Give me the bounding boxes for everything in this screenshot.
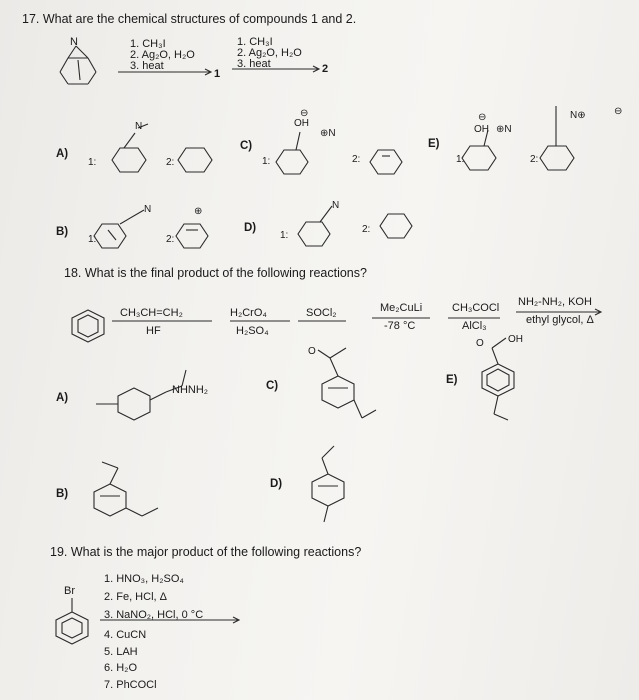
q18-a-hydrazine-group: NHNH₂ bbox=[172, 384, 209, 396]
q17-c-minus-charge: ⊖ bbox=[300, 108, 309, 119]
q19-question: 19. What is the major product of the following reactions? bbox=[50, 545, 362, 559]
q18-d-ring bbox=[312, 474, 344, 506]
q18-a-ring1 bbox=[118, 388, 150, 420]
q18-question: 18. What is the final product of the following reactions? bbox=[64, 266, 367, 280]
q18-reagent-3-top: SOCl₂ bbox=[306, 307, 337, 319]
q17-b1-ring bbox=[94, 224, 126, 248]
q17-a2-ring bbox=[178, 148, 212, 172]
q17-start-bicyclic-amine bbox=[60, 46, 96, 84]
q17-choice-e[interactable]: E) bbox=[428, 138, 440, 150]
q19-step-6: 6. H₂O bbox=[104, 662, 137, 674]
q18-reagent-6-top: NH₂-NH₂, KOH bbox=[518, 296, 592, 308]
q17-a-nitrogen: N bbox=[135, 121, 143, 132]
q17-question: 17. What are the chemical structures of compounds 1 and 2. bbox=[22, 12, 357, 26]
q17-a1-ring bbox=[112, 148, 146, 172]
q17-choice-c[interactable]: C) bbox=[240, 140, 253, 152]
q18-b-ring bbox=[94, 484, 126, 516]
q17-step1-line2: 2. Ag₂O, H₂O bbox=[130, 49, 195, 61]
q18-choice-d[interactable]: D) bbox=[270, 478, 283, 490]
q19-step-3: 3. NaNO₂, HCl, 0 °C bbox=[104, 609, 204, 621]
q19-step-4: 4. CuCN bbox=[104, 629, 147, 641]
q17-e-ammonium: ⊕N bbox=[496, 124, 512, 135]
q17-b-label-1: 1: bbox=[88, 234, 97, 245]
q17-step1-line3: 3. heat bbox=[130, 60, 164, 72]
q19-step-1: 1. HNO₃, H₂SO₄ bbox=[104, 573, 184, 585]
q17-e-label-2: 2: bbox=[530, 154, 539, 165]
q17-b-nitrogen: N bbox=[144, 204, 152, 215]
q17-product-2: 2 bbox=[322, 63, 329, 75]
q18-choice-c[interactable]: C) bbox=[266, 380, 279, 392]
q17-e-hydroxide: OH bbox=[474, 124, 489, 135]
q18-reagent-4-bottom: -78 °C bbox=[384, 320, 416, 332]
q17-a-label-1: 1: bbox=[88, 157, 97, 168]
q17-choice-a[interactable]: A) bbox=[56, 148, 69, 160]
q17-b-plus-charge: ⊕ bbox=[194, 206, 203, 217]
q17-c1-ring bbox=[276, 150, 308, 174]
q19-step-5: 5. LAH bbox=[104, 646, 138, 658]
q19-step-2: 2. Fe, HCl, Δ bbox=[104, 591, 167, 603]
q17-c-ammonium: ⊕N bbox=[320, 128, 336, 139]
q18-reagent-2-bottom: H₂SO₄ bbox=[236, 325, 269, 337]
q18-e-oxygen: O bbox=[476, 338, 484, 349]
q17-a-label-2: 2: bbox=[166, 157, 175, 168]
q17-c-label-2: 2: bbox=[352, 154, 361, 165]
q17-step2-line3: 3. heat bbox=[237, 58, 271, 70]
q18-reagent-2-top: H₂CrO₄ bbox=[230, 307, 267, 319]
q19-bromobenzene bbox=[56, 612, 88, 644]
q18-choice-b[interactable]: B) bbox=[56, 488, 69, 500]
q18-reagent-5-top: CH₃COCl bbox=[452, 302, 500, 314]
q17-e-ammonium-2: N⊕ bbox=[570, 110, 586, 121]
q19-step-7: 7. PhCOCl bbox=[104, 679, 157, 691]
q17-product-1: 1 bbox=[214, 68, 221, 80]
q18-reagent-4-top: Me₂CuLi bbox=[380, 302, 423, 314]
q17-d-label-2: 2: bbox=[362, 224, 371, 235]
q18-choice-e[interactable]: E) bbox=[446, 374, 458, 386]
q17-step2-line1: 1. CH₃I bbox=[237, 36, 273, 48]
q17-c-hydroxide: OH bbox=[294, 118, 309, 129]
q17-start-n: N bbox=[70, 36, 78, 48]
q17-b-label-2: 2: bbox=[166, 234, 175, 245]
q17-d1-ring bbox=[298, 222, 330, 246]
q17-c2-ring bbox=[370, 150, 402, 174]
q18-c-ring bbox=[322, 376, 354, 408]
q17-choice-b[interactable]: B) bbox=[56, 226, 69, 238]
q18-reagent-6-bottom: ethyl glycol, Δ bbox=[526, 314, 594, 326]
q17-b2-ring bbox=[176, 224, 208, 248]
q17-d-nitrogen: N bbox=[332, 200, 340, 211]
q17-step2-line2: 2. Ag₂O, H₂O bbox=[237, 47, 302, 59]
q18-c-oxygen: O bbox=[308, 346, 316, 357]
q17-step1-line1: 1. CH₃I bbox=[130, 38, 166, 50]
q18-reagent-5-bottom: AlCl₃ bbox=[462, 320, 487, 332]
q17-e-minus-charge-2: ⊖ bbox=[614, 106, 623, 117]
q17-c-label-1: 1: bbox=[262, 156, 271, 167]
q19-bromo-label: Br bbox=[64, 585, 75, 597]
q17-e-label-1: 1: bbox=[456, 154, 465, 165]
q18-choice-a[interactable]: A) bbox=[56, 392, 69, 404]
q17-choice-d[interactable]: D) bbox=[244, 222, 257, 234]
q17-e1-ring bbox=[462, 146, 496, 170]
q18-e-hydroxyl: OH bbox=[508, 334, 523, 345]
q17-d-label-1: 1: bbox=[280, 230, 289, 241]
q18-reagent-1-top: CH₃CH=CH₂ bbox=[120, 307, 183, 319]
q17-e-minus-charge: ⊖ bbox=[478, 112, 487, 123]
q18-reagent-1-bottom: HF bbox=[146, 325, 161, 337]
q17-e2-ring bbox=[540, 146, 574, 170]
q17-d2-ring bbox=[380, 214, 412, 238]
